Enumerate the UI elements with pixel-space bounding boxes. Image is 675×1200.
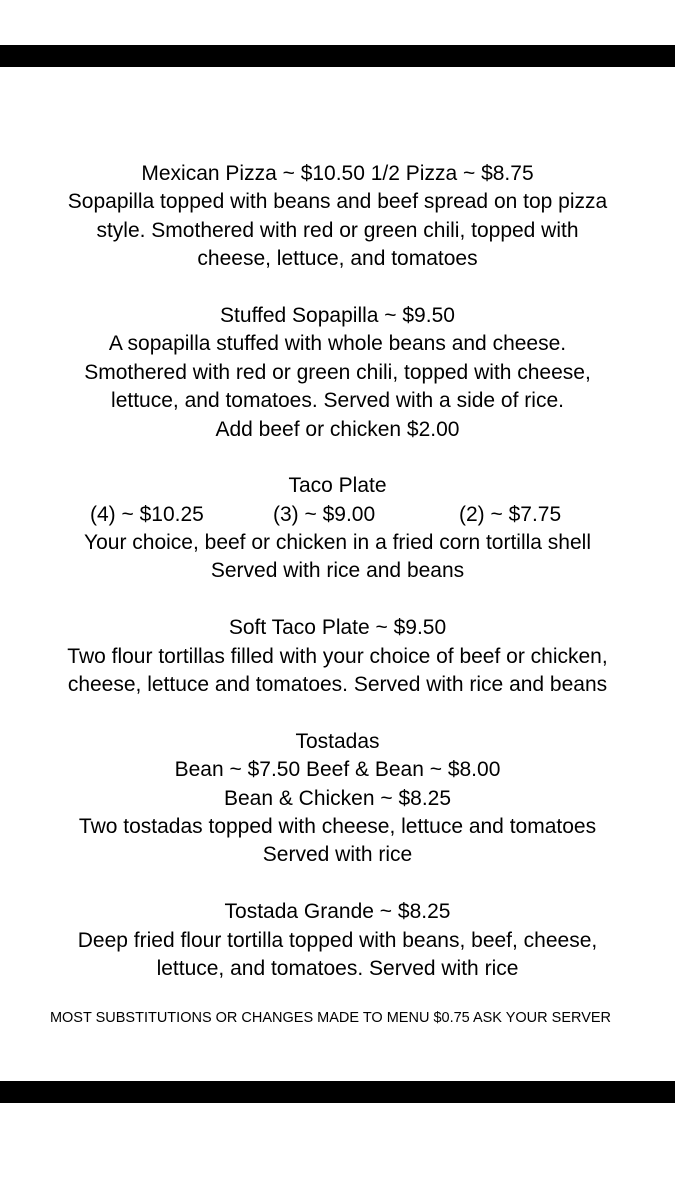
item-description-line: Add beef or chicken $2.00 [215, 417, 460, 441]
menu-item-mexican-pizza [0, 160, 675, 274]
price-option-3: (3) ~ $9.00 [273, 502, 376, 526]
item-description-line: style. Smothered with red or green chili, topped with [96, 218, 579, 242]
item-price-line: Bean ~ $7.50 Beef & Bean ~ $8.00 [174, 758, 501, 782]
menu-item-taco-plate [0, 472, 675, 586]
item-description-line: Smothered with red or green chili, topped with cheese, [84, 360, 591, 384]
item-description-line: A sopapilla stuffed with whole beans and cheese. [108, 332, 567, 356]
menu-item-stuffed-sopapilla [0, 302, 675, 444]
top-border-bar [0, 45, 675, 67]
item-description-line: Two flour tortillas filled with your choice of beef or chicken, [67, 644, 608, 668]
price-option-2: (2) ~ $7.75 [459, 502, 562, 526]
item-description-line: Sopapilla topped with beans and beef spread on top pizza [67, 190, 608, 214]
price-option-4: (4) ~ $10.25 [90, 502, 204, 526]
item-description-line: Two tostadas topped with cheese, lettuce and tomatoes [78, 814, 597, 838]
item-description-line: cheese, lettuce and tomatoes. Served with rice and beans [67, 673, 608, 697]
item-description-line: lettuce, and tomatoes. Served with a side of rice. [111, 389, 564, 413]
substitution-note: MOST SUBSTITUTIONS OR CHANGES MADE TO MENU $0.75 ASK YOUR SERVER [49, 1010, 612, 1026]
menu-item-tostada-grande [0, 898, 675, 983]
item-title: Tostadas [295, 729, 380, 753]
menu-item-soft-taco-plate [0, 614, 675, 699]
item-description-line: cheese, lettuce, and tomatoes [197, 247, 478, 271]
item-title: Taco Plate [288, 474, 387, 498]
item-description-line: Deep fried flour tortilla topped with beans, beef, cheese, [77, 928, 598, 952]
item-title: Mexican Pizza ~ $10.50 1/2 Pizza ~ $8.75 [141, 162, 534, 185]
item-title: Soft Taco Plate ~ $9.50 [228, 616, 447, 640]
item-title: Tostada Grande ~ $8.25 [224, 900, 451, 924]
menu-items [0, 160, 675, 983]
bottom-border-bar [0, 1081, 675, 1103]
menu-item-tostadas [0, 728, 675, 870]
item-description-line: lettuce, and tomatoes. Served with rice [156, 956, 519, 980]
item-price-line: Bean & Chicken ~ $8.25 [223, 786, 452, 810]
item-description-line: Served with rice and beans [210, 559, 465, 583]
item-description-line: Your choice, beef or chicken in a fried corn tortilla shell [84, 531, 591, 555]
taco-price-options [0, 501, 675, 529]
item-title: Stuffed Sopapilla ~ $9.50 [220, 303, 455, 327]
item-description-line: Served with rice [262, 843, 413, 867]
